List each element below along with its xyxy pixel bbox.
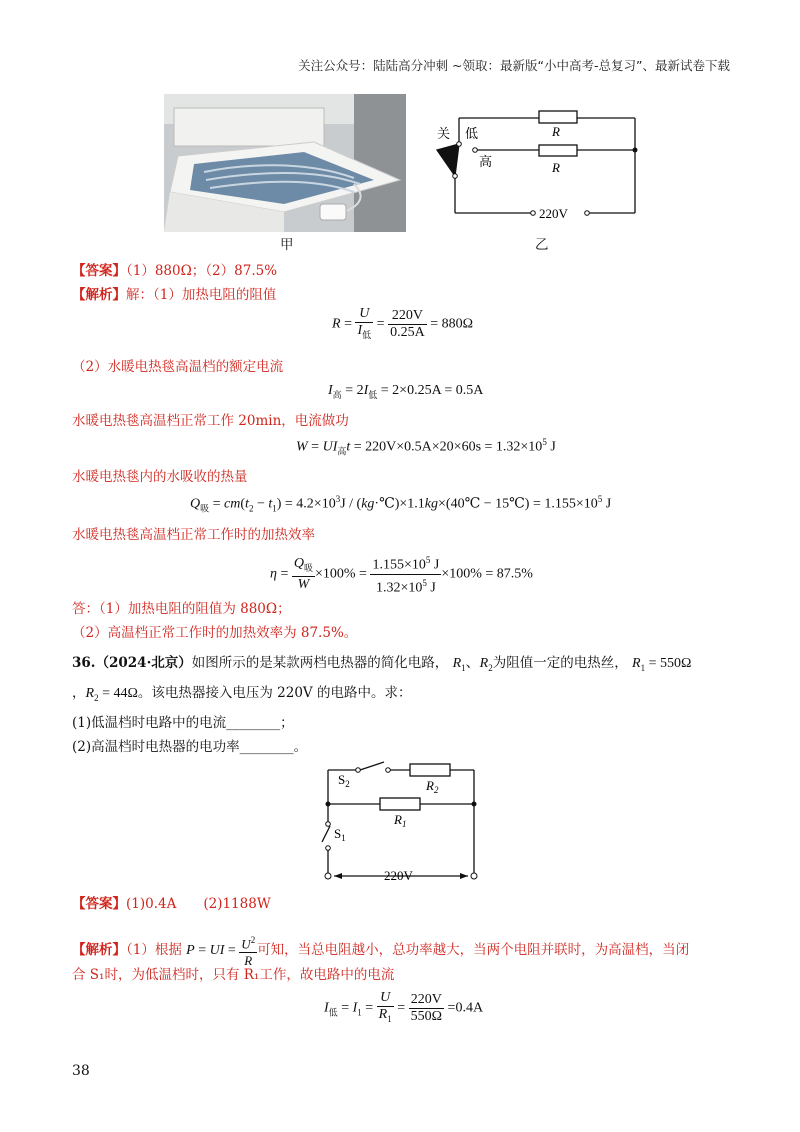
q35-analysis: 【解析】解：（1）加热电阻的阻值	[72, 287, 277, 303]
q36-stem-line1: 36.（2024·北京）如图所示的是某款两档电热器的简化电路， $R_1$、$R_2$为阻值一定的电热丝， $R_1 = 550\Omega$	[72, 655, 692, 673]
q35-line2: （2）水暖电热毯高温档的额定电流	[72, 359, 284, 375]
q36-answer: 【答案】(1)0.4A (2)1188W	[72, 896, 271, 912]
q35-line3: 水暖电热毯高温档正常工作 20min，电流做功	[72, 413, 349, 429]
page-number: 38	[72, 1063, 90, 1079]
heating-blanket-photo	[164, 94, 406, 232]
voltage-label: 220V	[539, 206, 568, 221]
q35-answer: 【答案】（1）880Ω；（2）87.5%	[72, 263, 278, 279]
eq-work: $W = UI_高t = 220V\times 0.5A\times 20\times 60s = 1.32\times 10^5$ J	[296, 437, 556, 457]
q36-voltage-label: 220V	[384, 868, 413, 883]
q36-sub2: (2)高温档时电热器的电功率________。	[72, 739, 308, 755]
figure-yi-caption: 乙	[535, 237, 549, 253]
figure-jia-caption: 甲	[280, 237, 294, 253]
q35-line5: 水暖电热毯高温档正常工作时的加热效率	[72, 527, 315, 543]
eq-high-current: $I_高 = 2I_低 = 2\times 0.25A = 0.5A$	[328, 383, 484, 400]
page-header: 关注公众号：陆陆高分冲刺 ~领取：最新版“小中高考-总复习”、最新试卷下载	[298, 58, 730, 73]
eq-low-current: $I_低 = I_1$ = $\frac{U}{R_1}$ = $\frac{220V}{550\Omega}$ =0.4A	[324, 990, 484, 1024]
q35-conclusion-1: 答：（1）加热电阻的阻值为 880Ω；	[72, 601, 291, 617]
switch-s1-label: $S_1$	[334, 826, 346, 843]
resistor-bottom-label: R	[552, 160, 560, 175]
eq-resistance: R = $\frac{U}{I_低}$ = $\frac{220V}{0.25A}$ = 880Ω	[332, 306, 473, 340]
q36-stem-line2: ，$R_2 = 44\Omega$。该电热器接入电压为 220V 的电路中。求：	[72, 685, 412, 703]
label-low: 低	[465, 127, 479, 142]
eq-efficiency: η = $\frac{Q_吸}{W}$ ×100% = $\frac{1.155\times 10^5 J}{1.32\times 10^5 J}$ ×100% = 87.5%	[270, 552, 533, 596]
eq-heat: $Q_吸 = cm(t_2 - t_1) = 4.2\times 10^3J$ / (kg·℃)×1.1kg×(40℃ − 15℃) = $1.155\times 10^5$ J	[190, 494, 612, 514]
q36-analysis-line1: 【解析】（1）根据 P = UI = $\frac{U^2}{R}$ 可知，当总电阻越小，总功率越大，当两个电阻并联时，为高温档，当闭	[72, 932, 689, 969]
label-off: 关	[437, 127, 451, 142]
circuit-diagram-yi	[425, 100, 655, 245]
label-high: 高	[479, 155, 493, 170]
q35-line4: 水暖电热毯内的水吸收的热量	[72, 469, 248, 485]
switch-s2-label: $S_2$	[338, 772, 350, 789]
resistor-r1-label: $R_1$	[394, 812, 407, 829]
q36-analysis-line2: 合 S₁时，为低温档时，只有 R₁工作，故电路中的电流	[72, 967, 395, 983]
q35-conclusion-2: （2）高温档正常工作时的加热效率为 87.5%。	[72, 625, 358, 641]
q36-sub1: (1)低温档时电路中的电流________；	[72, 715, 294, 731]
circuit-diagram-q36	[318, 760, 488, 885]
resistor-r2-label: $R_2$	[426, 778, 439, 795]
resistor-top-label: R	[552, 124, 560, 139]
